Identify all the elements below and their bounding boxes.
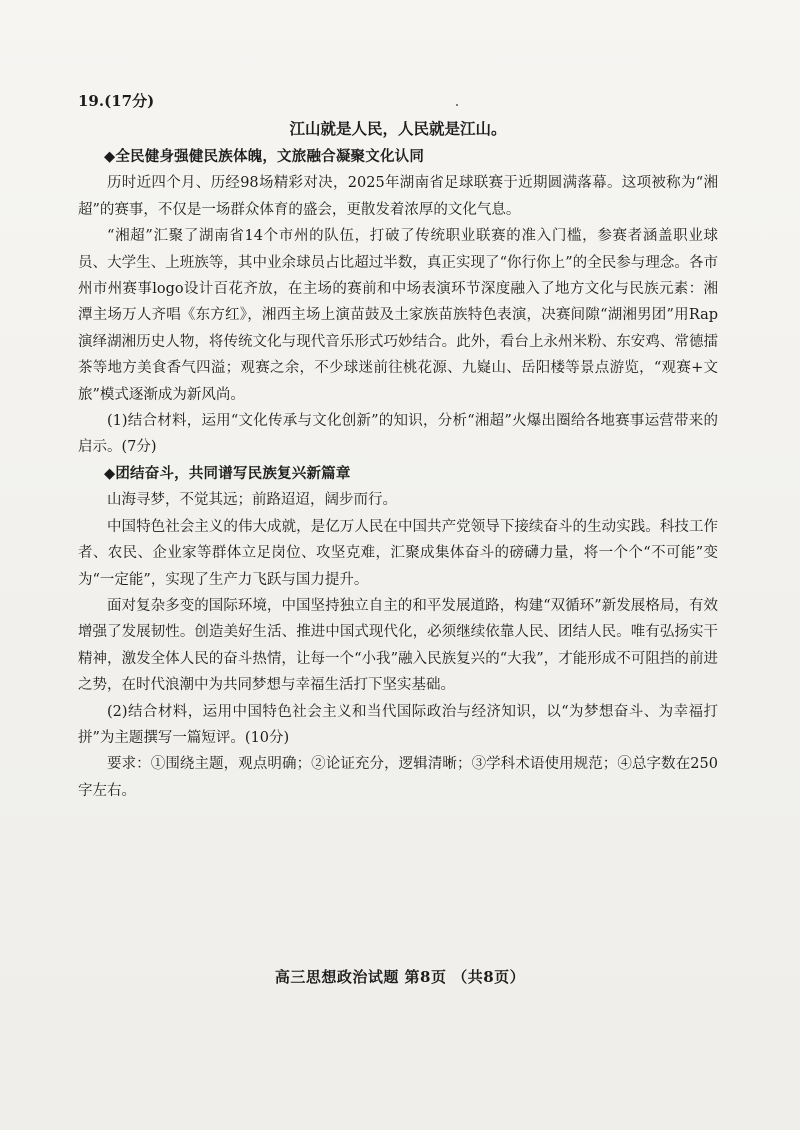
question-19 [78,88,718,804]
section2-paragraph-2: 面对复杂多变的国际环境，中国坚持独立自主的和平发展道路，构建“双循环”新发展格局，有效增强了发展韧性。创造美好生活、推进中国式现代化，必须继续依靠人民、团结人民。唯有弘扬实干精神，激发全体人民的奋斗热情，让每一个“小我”融入民族复兴的“大我”，才能形成不可阻挡的前进之势，在时代浪潮中为共同梦想与幸福生活打下坚实基础。 [78,597,718,694]
section2-heading: ◆团结奋斗，共同谱写民族复兴新篇章 [104,464,351,482]
section1-paragraph-1: 历时近四个月、历经98场精彩对决，2025年湖南省足球联赛于近期圆满落幕。这项被称为“湘超”的赛事，不仅是一场群众体育的盛会，更散发着浓厚的文化气息。 [78,175,718,218]
section1-paragraph-2: “湘超”汇聚了湖南省14个市州的队伍，打破了传统职业联赛的准入门槛，参赛者涵盖职业球员、大学生、上班族等，其中业余球员占比超过半数，真正实现了“你行你上”的全民参与理念。各市州市州赛事logo设计百花齐放，在主场的赛前和中场表演环节深度融入了地方文化与民族元素：湘潭主场万人齐唱《东方红》，湘西主场上演苗鼓及土家族苗族特色表演，决赛间隙“湖湘男团”用Rap演绎湖湘历史人物，将传统文化与现代音乐形式巧妙结合。此外，看台上永州米粉、东安鸡、常德擂茶等地方美食香气四溢；观赛之余，不少球迷前往桃花源、九嶷山、岳阳楼等景点游览，“观赛+文旅”模式逐渐成为新风尚。 [78,228,718,403]
section2-task: (2)结合材料，运用中国特色社会主义和当代国际政治与经济知识，以“为梦想奋斗、为幸福打拼”为主题撰写一篇短评。(10分) [78,703,718,746]
section1-task: (1)结合材料，运用“文化传承与文化创新”的知识，分析“湘超”火爆出圈给各地赛事运营带来的启示。(7分) [78,413,718,456]
question-number: 19.(17分) [78,92,155,110]
question-title: 江山就是人民，人民就是江山。 [289,119,507,138]
section2-paragraph-1: 中国特色社会主义的伟大成就，是亿万人民在中国共产党领导下接续奋斗的生动实践。科技工作者、农民、企业家等群体立足岗位、攻坚克难，汇聚成集体奋斗的磅礴力量，将一个个“不可能”变为“一定能”，实现了生产力飞跃与国力提升。 [78,518,718,588]
page-footer: 高三思想政治试题 第8页 （共8页） [274,968,526,986]
section1-heading: ◆全民健身强健民族体魄，文旅融合凝聚文化认同 [104,148,425,165]
section2-requirements: 要求：①围绕主题，观点明确；②论证充分，逻辑清晰；③学科术语使用规范；④总字数在250字左右。 [78,756,718,799]
section2-intro: 山海寻梦，不觉其远；前路迢迢，阔步而行。 [107,492,397,509]
